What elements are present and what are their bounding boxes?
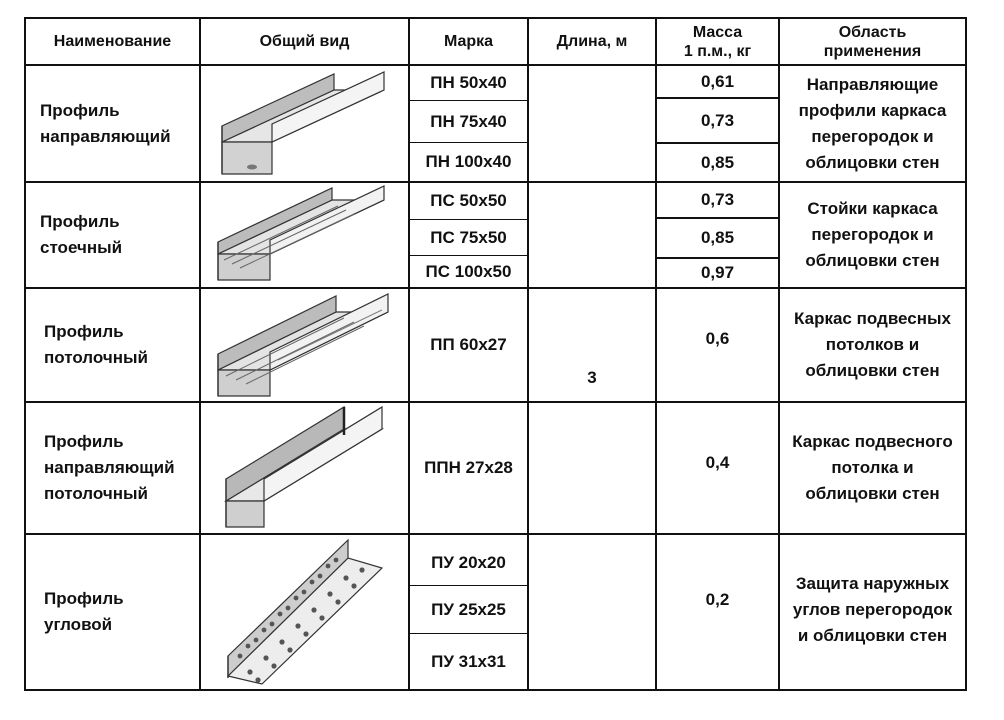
brand-cell: ППН 27х28: [424, 458, 513, 477]
header-mass: Масса 1 п.м., кг: [683, 23, 752, 60]
ceiling-guide-profile-icon: [222, 405, 392, 531]
table-border-right: [965, 17, 967, 691]
table-border-bottom: [24, 689, 966, 691]
brand-cell: ПН 75х40: [430, 111, 507, 131]
application-cell: Защита наружных углов перегородок и облицовки стен: [792, 574, 953, 645]
row-name: Профиль угловой: [44, 589, 124, 634]
column-divider: [199, 17, 201, 691]
brand-cell: ПН 100х40: [425, 152, 512, 171]
brand-cell: ПС 100х50: [425, 261, 512, 281]
corner-profile-icon: [220, 538, 390, 688]
header-brand: Марка: [443, 33, 494, 50]
header-length: Длина, м: [556, 33, 628, 50]
mass-cell: 0,97: [700, 263, 735, 282]
header-area: Область применения: [823, 23, 922, 60]
ceiling-profile-icon: [212, 290, 392, 400]
header-view: Общий вид: [259, 33, 350, 50]
mass-cell: 0,2: [705, 590, 730, 609]
brand-cell: ПП 60х27: [430, 335, 507, 354]
brand-cell: ПН 50х40: [430, 73, 507, 92]
application-cell: Каркас подвесных потолков и облицовки стен: [794, 309, 951, 380]
brand-cell: ПУ 25х25: [431, 599, 506, 619]
table-border-left: [24, 17, 26, 691]
application-cell: Стойки каркаса перегородок и облицовки стен: [805, 199, 940, 270]
stud-profile-icon: [212, 184, 388, 284]
mass-cell: 0,85: [700, 152, 735, 172]
brand-cell: ПУ 20х20: [431, 552, 506, 572]
guide-profile-icon: [216, 70, 386, 180]
application-cell: Направляющие профили каркаса перегородок и облицовки стен: [798, 74, 947, 172]
brand-cell: ПУ 31х31: [431, 651, 506, 671]
row-name: Профиль стоечный: [40, 212, 123, 257]
mass-cell: 0,73: [700, 110, 735, 130]
mass-cell: 0,4: [705, 453, 730, 472]
length-value: 3: [587, 367, 597, 387]
mass-cell: 0,61: [700, 71, 735, 91]
row-name: Профиль потолочный: [44, 322, 148, 367]
row-name: Профиль направляющий: [40, 100, 171, 146]
mass-cell: 0,73: [700, 190, 735, 209]
mass-cell: 0,6: [705, 329, 730, 348]
mass-cell: 0,85: [700, 228, 735, 247]
brand-cell: ПС 50х50: [430, 191, 507, 210]
header-name: Наименование: [53, 33, 172, 50]
application-cell: Каркас подвесного потолка и облицовки стен: [792, 432, 953, 503]
brand-cell: ПС 75х50: [430, 227, 507, 247]
row-name: Профиль направляющий потолочный: [44, 432, 175, 503]
